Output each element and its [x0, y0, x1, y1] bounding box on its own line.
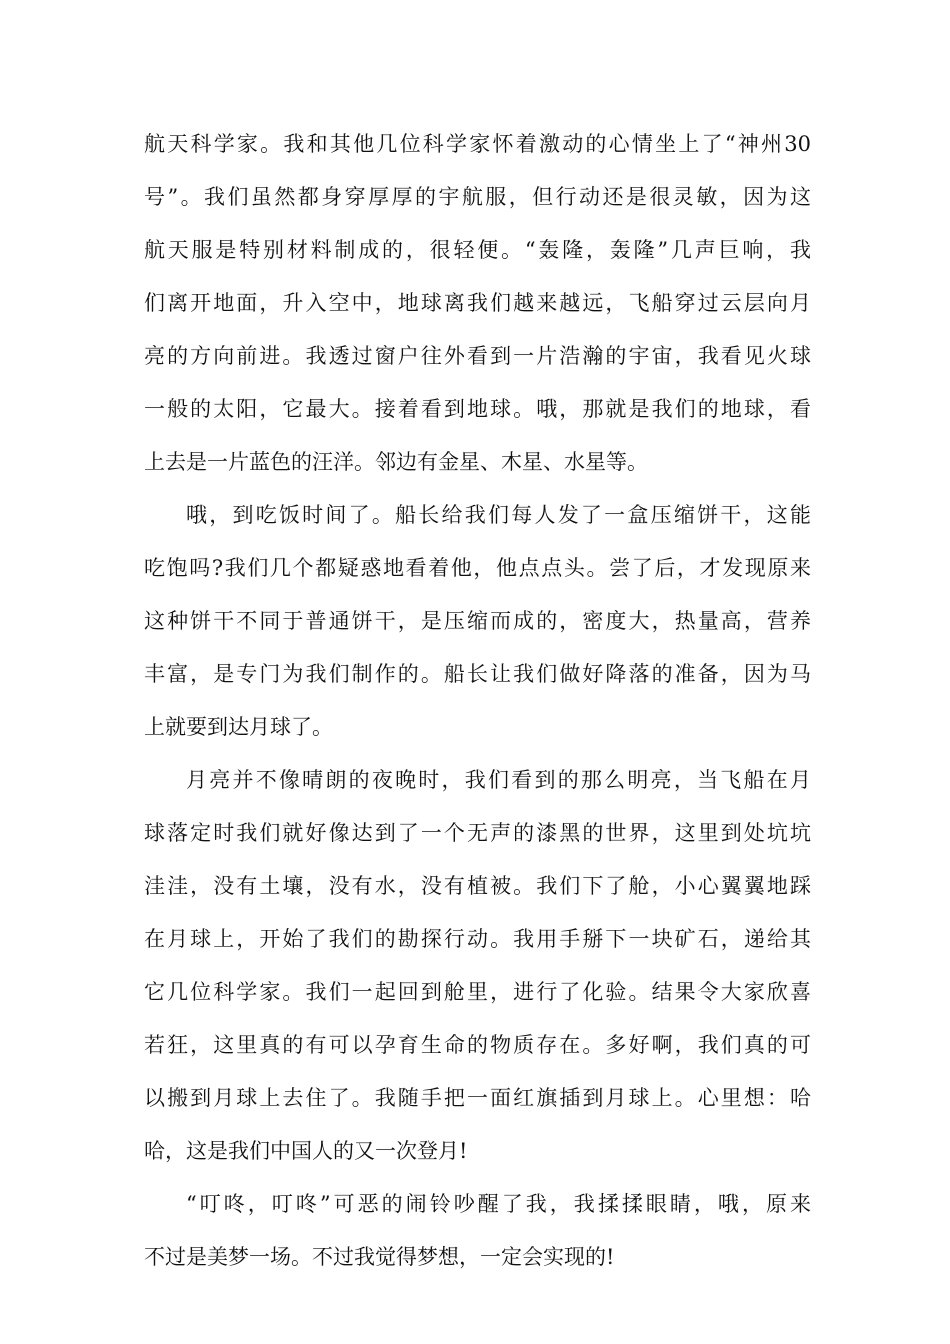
essay-body — [144, 126, 811, 1292]
text-line: 月亮并不像晴朗的夜晚时，我们看到的那么明亮，当飞船在月 — [186, 768, 811, 792]
text-line: 哦，到吃饭时间了。船长给我们每人发了一盒压缩饼干，这能 — [186, 503, 811, 527]
text-line: 亮的方向前进。我透过窗户往外看到一片浩瀚的宇宙，我看见火球 — [144, 344, 811, 368]
text-line: 一般的太阳，它最大。接着看到地球。哦，那就是我们的地球，看 — [144, 397, 811, 421]
text-line: 以搬到月球上去住了。我随手把一面红旗插到月球上。心里想：哈 — [144, 1086, 811, 1110]
text-line: 上就要到达月球了。 — [144, 715, 333, 739]
text-line: “叮咚，叮咚”可恶的闹铃吵醒了我，我揉揉眼睛，哦，原来 — [186, 1192, 811, 1216]
text-line: 上去是一片蓝色的汪洋。邻边有金星、木星、水星等。 — [144, 450, 648, 474]
text-line: 在月球上，开始了我们的勘探行动。我用手掰下一块矿石，递给其 — [144, 927, 811, 951]
text-line: 航天服是特别材料制成的，很轻便。“轰隆，轰隆”几声巨响，我 — [144, 238, 811, 262]
paragraph-3 — [144, 762, 811, 1186]
text-line: 它几位科学家。我们一起回到舱里，进行了化验。结果令大家欣喜 — [144, 980, 811, 1004]
text-line: 洼洼，没有土壤，没有水，没有植被。我们下了舱，小心翼翼地踩 — [144, 874, 811, 898]
text-line: 吃饱吗?我们几个都疑惑地看着他，他点点头。尝了后，才发现原来 — [144, 556, 811, 580]
paragraph-2 — [144, 497, 811, 762]
text-line: 们离开地面，升入空中，地球离我们越来越远，飞船穿过云层向月 — [144, 291, 811, 315]
text-line: 哈，这是我们中国人的又一次登月! — [144, 1139, 468, 1163]
text-line: 不过是美梦一场。不过我觉得梦想，一定会实现的! — [144, 1245, 615, 1269]
text-line: 这种饼干不同于普通饼干，是压缩而成的，密度大，热量高，营养 — [144, 609, 811, 633]
paragraph-1 — [144, 126, 811, 497]
text-line: 丰富，是专门为我们制作的。船长让我们做好降落的准备，因为马 — [144, 662, 811, 686]
text-line: 号”。我们虽然都身穿厚厚的宇航服，但行动还是很灵敏，因为这 — [144, 185, 811, 209]
text-line: 球落定时我们就好像达到了一个无声的漆黑的世界，这里到处坑坑 — [144, 821, 811, 845]
text-line: 若狂，这里真的有可以孕育生命的物质存在。多好啊，我们真的可 — [144, 1033, 811, 1057]
text-line: 航天科学家。我和其他几位科学家怀着激动的心情坐上了“神州30 — [144, 132, 811, 156]
paragraph-4 — [144, 1186, 811, 1292]
